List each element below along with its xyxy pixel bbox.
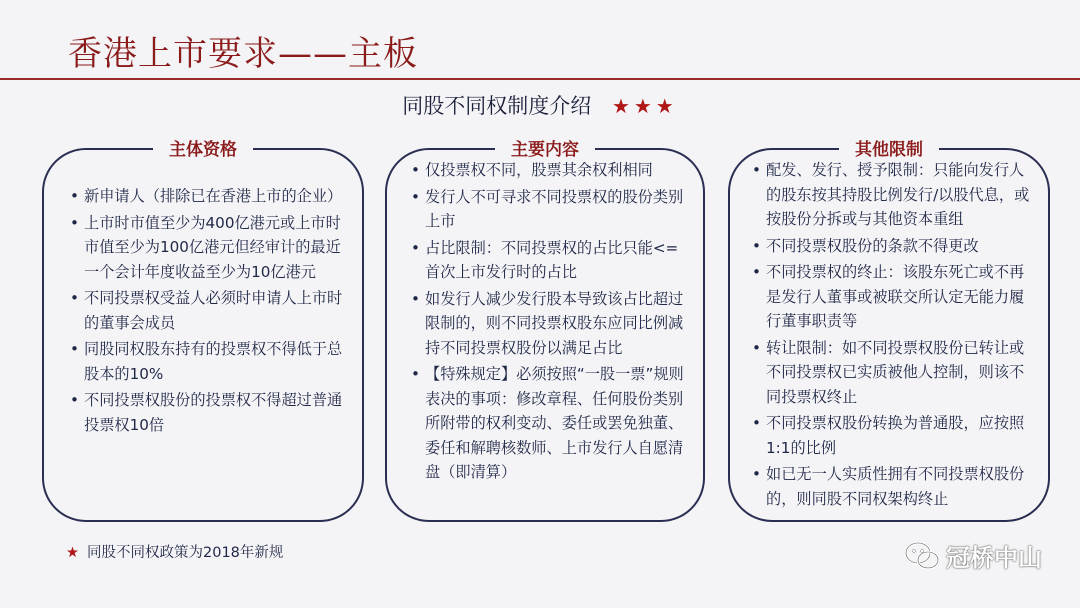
footnote xyxy=(66,541,283,562)
rating-stars: ★★★ xyxy=(611,94,678,118)
title-divider xyxy=(0,78,1080,80)
list-item: • 不同投票权股份转换为普通股，应按照1:1的比例 xyxy=(750,411,1034,460)
star-icon: ★ xyxy=(66,545,79,561)
page-title: 香港上市要求——主板 xyxy=(68,34,418,74)
list-item: • 新申请人（排除已在香港上市的企业） xyxy=(68,184,346,209)
wechat-icon xyxy=(904,541,940,577)
column-heading: 主要内容 xyxy=(495,140,595,160)
subtitle-text: 同股不同权制度介绍 xyxy=(402,94,592,118)
list-item: • 上市时市值至少为400亿港元或上市时市值至少为100亿港元但经审计的最近一个会计年度收益至少为10亿港元 xyxy=(68,211,346,285)
list-item: • 配发、发行、授予限制：只能向发行人的股东按其持股比例发行/以股代息，或按股份分拆或与其他资本重组 xyxy=(750,158,1034,232)
column-eligibility xyxy=(42,140,364,522)
column-heading: 主体资格 xyxy=(153,140,253,160)
list-item: • 转让限制：如不同投票权股份已转让或不同投票权已实质被他人控制，则该不同投票权终止 xyxy=(750,336,1034,410)
list-item: • 不同投票权受益人必须时申请人上市时的董事会成员 xyxy=(68,286,346,335)
list-item: • 【特殊规定】必须按照“一股一票”规则表决的事项：修改章程、任何股份类别所附带的权利变动、委任或罢免独董、委任和解聘核数师、上市发行人自愿清盘（即清算） xyxy=(409,362,689,485)
list-item: • 如已无一人实质性拥有不同投票权股份的，则同股不同权架构终止 xyxy=(750,462,1034,511)
column-heading: 其他限制 xyxy=(839,140,939,160)
column-other-restrictions xyxy=(728,140,1050,522)
list-item: • 发行人不可寻求不同投票权的股份类别上市 xyxy=(409,185,689,234)
list-item: • 占比限制：不同投票权的占比只能<=首次上市发行时的占比 xyxy=(409,236,689,285)
section-subtitle xyxy=(0,90,1080,120)
eligibility-list xyxy=(68,184,346,439)
list-item: • 不同投票权股份的投票权不得超过普通投票权10倍 xyxy=(68,388,346,437)
footnote-text: 同股不同权政策为2018年新规 xyxy=(87,545,284,561)
watermark xyxy=(904,538,1042,577)
list-item: • 同股同权股东持有的投票权不得低于总股本的10% xyxy=(68,337,346,386)
list-item: • 仅投票权不同，股票其余权利相同 xyxy=(409,158,689,183)
list-item: • 如发行人减少发行股本导致该占比超过限制的，则不同投票权股东应同比例减持不同投票权股份以满足占比 xyxy=(409,287,689,361)
list-item: • 不同投票权股份的条款不得更改 xyxy=(750,234,1034,259)
main-content-list xyxy=(409,158,689,487)
column-main-content xyxy=(385,140,705,522)
list-item: • 不同投票权的终止：该股东死亡或不再是发行人董事或被联交所认定无能力履行董事职责等 xyxy=(750,260,1034,334)
restrictions-list xyxy=(750,158,1034,513)
watermark-text: 冠桥中山 xyxy=(946,544,1042,572)
